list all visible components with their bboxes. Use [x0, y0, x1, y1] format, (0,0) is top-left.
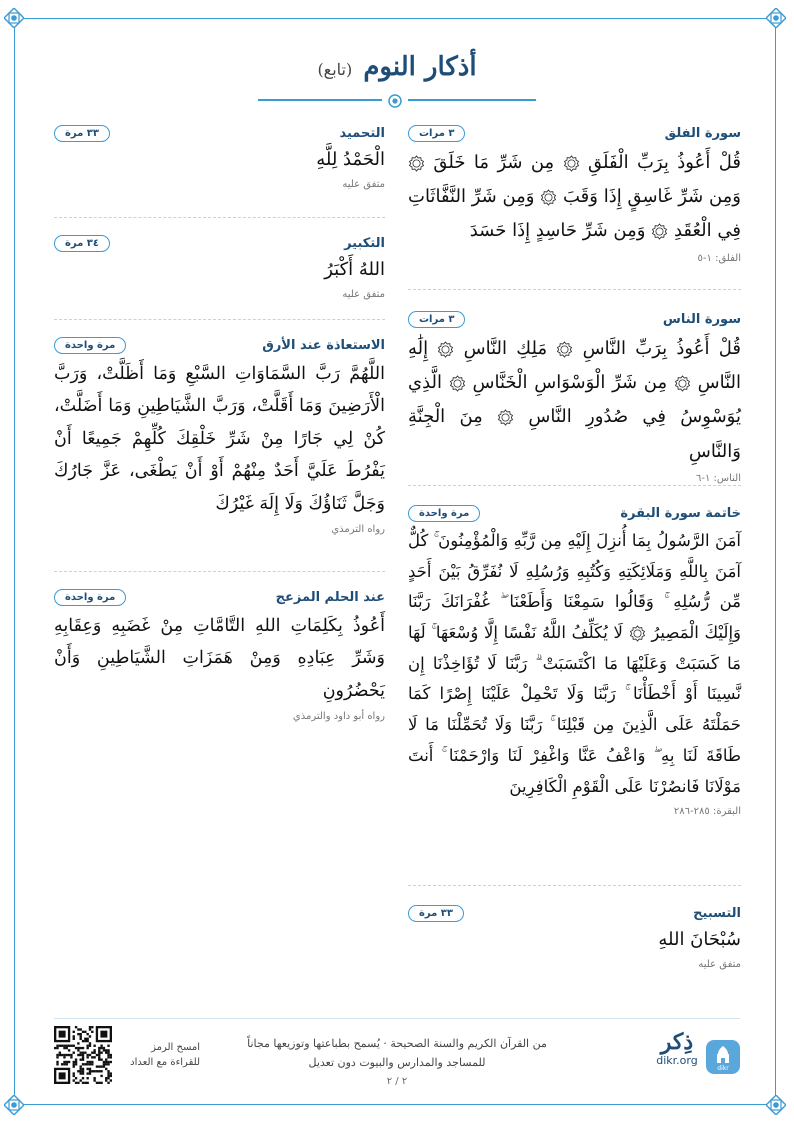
source-reference: رواه الترمذي	[331, 523, 385, 535]
count-badge: مرة واحدة	[408, 505, 480, 522]
source-reference: متفق عليه	[698, 958, 741, 970]
dhikr-card-bad-dream	[54, 572, 385, 723]
dhikr-text: اللهُ أَكْبَرُ	[324, 259, 385, 280]
ayah-marker-icon	[556, 341, 573, 358]
ayah-marker-icon	[651, 223, 668, 240]
page-number: ٢ / ٢	[386, 1076, 408, 1087]
dhikr-card-nas	[408, 290, 741, 486]
card-title: التكبير	[344, 235, 385, 251]
ayah-marker-icon	[497, 409, 514, 426]
card-title: عند الحلم المزعج	[275, 589, 385, 605]
ayah-marker-icon	[540, 189, 557, 206]
ayah-marker-icon	[437, 341, 454, 358]
card-title: التحميد	[339, 125, 385, 141]
card-title: خاتمة سورة البقرة	[620, 505, 741, 521]
surah-text: قُلْ أَعُوذُ بِرَبِّ الْفَلَقِ مِن شَرِّ مَا خَلَقَ وَمِن شَرِّ غَاسِقٍ إِذَا وَقَبَ وَمِن شَرِّ النَّفَّاثَاتِ فِي الْعُقَدِ وَمِن شَرِّ حَاسِدٍ إِذَا حَسَدَ	[408, 152, 741, 242]
card-title: الاستعاذة عند الأرق	[262, 337, 385, 353]
count-badge: ٣٣ مرة	[54, 125, 110, 142]
dhikr-card-insomnia	[54, 320, 385, 572]
divider-ornament-icon	[388, 93, 402, 107]
site-logo[interactable]	[652, 1030, 702, 1067]
page-header	[0, 52, 794, 82]
corner-ornament-icon	[766, 1095, 786, 1115]
corner-ornament-icon	[4, 1095, 24, 1115]
dhikr-text: الْحَمْدُ لِلَّهِ	[316, 149, 385, 170]
card-title: سورة الناس	[662, 311, 741, 327]
dhikr-card-baqarah	[408, 486, 741, 886]
count-badge: ٣٣ مرة	[408, 905, 464, 922]
page-subtitle: (تابع)	[317, 60, 353, 79]
count-badge: مرة واحدة	[54, 337, 126, 354]
ayah-marker-icon	[408, 155, 425, 172]
source-reference: متفق عليه	[342, 288, 385, 300]
count-badge: ٣ مرات	[408, 125, 465, 142]
left-column	[54, 118, 385, 723]
card-title: التسبيح	[693, 905, 741, 921]
ayah-marker-icon	[449, 375, 466, 392]
dhikr-card-falaq	[408, 118, 741, 290]
source-reference: متفق عليه	[342, 178, 385, 190]
qr-label: امسح الرمز للقراءة مع العداد	[130, 1042, 200, 1068]
qr-code-icon[interactable]	[54, 1026, 112, 1084]
source-reference: الناس: ١-٦	[695, 472, 741, 484]
ayah-marker-icon	[563, 155, 580, 172]
page-title: أذكار النوم	[363, 52, 477, 82]
svg-text:dikr: dikr	[717, 1065, 729, 1072]
ayah-marker-icon	[674, 375, 691, 392]
source-reference: رواه أبو داود والترمذي	[292, 711, 385, 723]
dhikr-card-takbir	[54, 218, 385, 320]
logo-wordmark: ذِكر	[660, 1029, 694, 1055]
dhikr-card-tasbih	[408, 886, 741, 986]
footer-divider	[54, 1018, 740, 1019]
corner-ornament-icon	[4, 8, 24, 28]
source-reference: البقرة: ٢٨٥-٢٨٦	[673, 806, 741, 818]
dhikr-text: سُبْحَانَ اللهِ	[658, 929, 741, 950]
footer-credit: من القرآن الكريم والسنة الصحيحة · يُسمح بطباعتها وتوزيعها مجاناً للمساجد والمدارس والبيوت دون تعديل	[247, 1037, 547, 1070]
header-divider	[408, 99, 536, 101]
surah-text: آمَنَ الرَّسُولُ بِمَا أُنزِلَ إِلَيْهِ مِن رَّبِّهِ وَالْمُؤْمِنُونَ ۚ كُلٌّ آمَنَ بِاللَّهِ وَمَلَائِكَتِهِ وَكُتُبِهِ وَرُسُلِهِ لَا نُفَرِّقُ بَيْنَ أَحَدٍ مِّن رُّسُلِهِ ۚ وَقَالُوا سَمِعْنَا وَأَطَعْنَا ۖ غُفْرَانَكَ رَبَّنَا وَإِلَيْكَ الْمَصِيرُ لَا يُكَلِّفُ اللَّهُ نَفْسًا إِلَّا وُسْعَهَا ۚ لَهَا مَا كَسَبَتْ وَعَلَيْهَا مَا اكْتَسَبَتْ ۗ رَبَّنَا لَا تُؤَاخِذْنَا إِن نَّسِينَا أَوْ أَخْطَأْنَا ۚ رَبَّنَا وَلَا تَحْمِلْ عَلَيْنَا إِصْرًا كَمَا حَمَلْتَهُ عَلَى الَّذِينَ مِن قَبْلِنَا ۚ رَبَّنَا وَلَا تُحَمِّلْنَا مَا لَا طَاقَةَ لَنَا بِهِ ۖ وَاعْفُ عَنَّا وَاغْفِرْ لَنَا وَارْحَمْنَا ۚ أَنتَ مَوْلَانَا فَانصُرْنَا عَلَى الْقَوْمِ الْكَافِرِينَ	[408, 531, 741, 796]
header-divider	[258, 99, 382, 101]
card-title: سورة الفلق	[664, 125, 741, 141]
surah-text: قُلْ أَعُوذُ بِرَبِّ النَّاسِ مَلِكِ النَّاسِ إِلَٰهِ النَّاسِ مِن شَرِّ الْوَسْوَاسِ الْخَنَّاسِ الَّذِي يُوَسْوِسُ فِي صُدُورِ النَّاسِ مِنَ الْجِنَّةِ وَالنَّاسِ	[408, 338, 741, 462]
dhikr-text: أَعُوذُ بِكَلِمَاتِ اللهِ التَّامَّاتِ مِنْ غَضَبِهِ وَعِقَابِهِ وَشَرِّ عِبَادِهِ وَمِنْ هَمَزَاتِ الشَّيَاطِينِ وَأَنْ يَحْضُرُونِ	[54, 616, 385, 701]
count-badge: ٣ مرات	[408, 311, 465, 328]
count-badge: ٣٤ مرة	[54, 235, 110, 252]
site-url[interactable]: dikr.org	[656, 1054, 698, 1068]
corner-ornament-icon	[766, 8, 786, 28]
app-logo-icon[interactable]	[706, 1040, 740, 1074]
right-column	[408, 118, 741, 986]
count-badge: مرة واحدة	[54, 589, 126, 606]
ayah-marker-icon	[629, 625, 646, 642]
source-reference: الفلق: ١-٥	[697, 252, 741, 264]
dhikr-card-tahmid	[54, 118, 385, 218]
dhikr-text: اللَّهُمَّ رَبَّ السَّمَاوَاتِ السَّبْعِ وَمَا أَظَلَّتْ، وَرَبَّ الْأَرَضِينَ وَمَا أَقَلَّتْ، وَرَبَّ الشَّيَاطِينِ وَمَا أَضَلَّتْ، كُنْ لِي جَارًا مِنْ شَرِّ خَلْقِكَ كُلِّهِمْ جَمِيعًا أَنْ يَفْرُطَ عَلَيَّ أَحَدٌ مِنْهُمْ أَوْ أَنْ يَطْغَى، عَزَّ جَارُكَ وَجَلَّ ثَنَاؤُكَ وَلَا إِلَهَ غَيْرُكَ	[54, 364, 385, 514]
